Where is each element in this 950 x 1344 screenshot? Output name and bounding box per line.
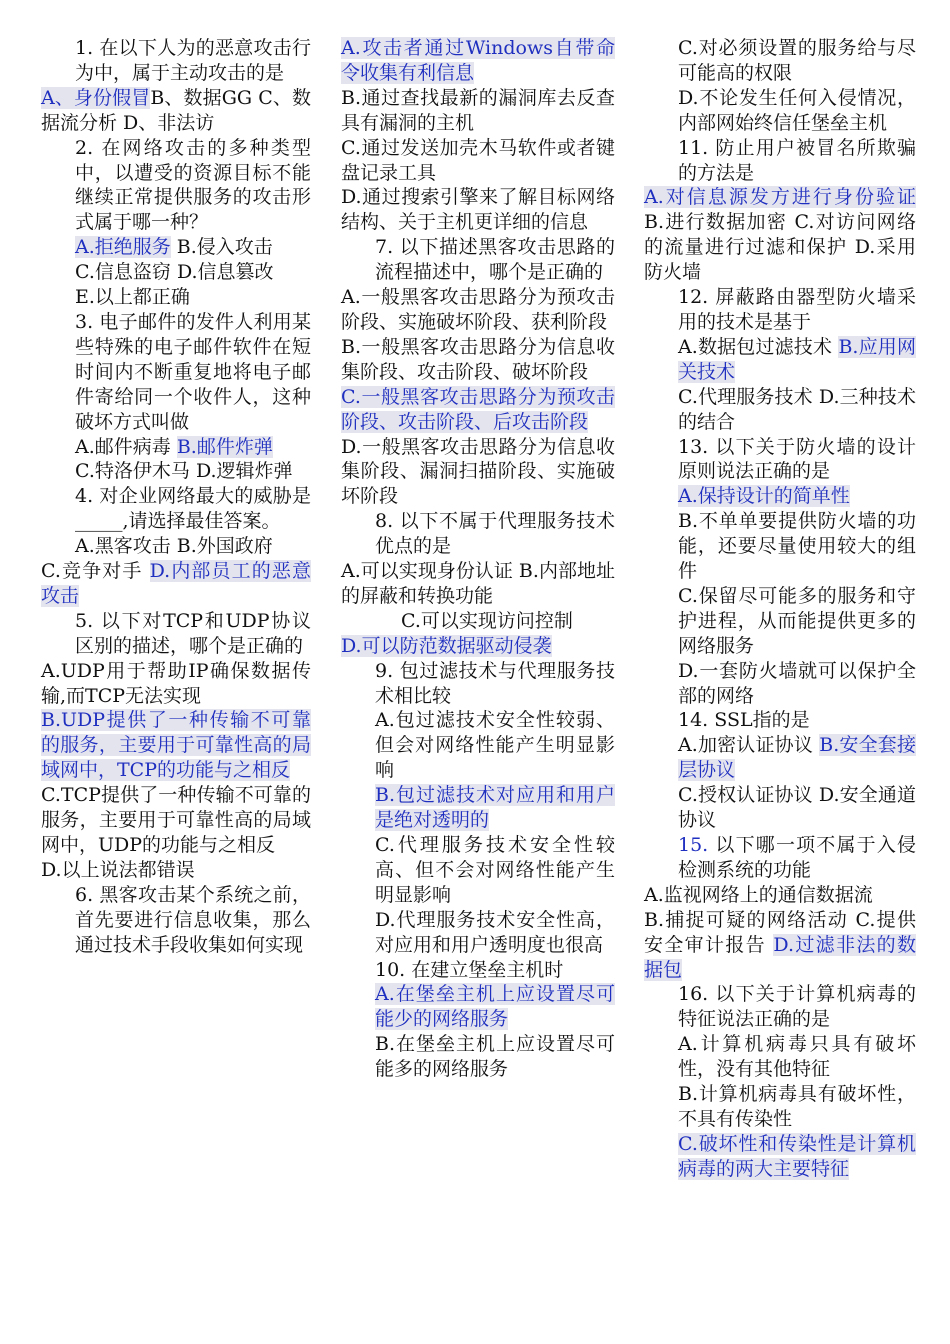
question-line: [341, 86, 615, 136]
answer-highlight: B.包过滤技术对应用和用户是绝对透明的: [375, 784, 615, 832]
question-line: [341, 385, 615, 435]
answer-highlight: A、身份假冒: [41, 86, 151, 109]
answer-highlight: C.破坏性和传染性是计算机病毒的两大主要特征: [678, 1132, 916, 1180]
question-text: D.一套防火墙就可以保护全部的网络: [678, 659, 916, 707]
question-text: B.侵入攻击: [170, 236, 273, 259]
question-text: 7. 以下描述黑客攻击思路的流程描述中，哪个是正确的: [375, 236, 615, 284]
question-line: [341, 185, 615, 235]
question-line: [644, 708, 916, 733]
question-text: 13. 以下关于防火墙的设计原则说法正确的是: [678, 435, 916, 483]
question-line: [644, 435, 916, 485]
question-line: [644, 285, 916, 335]
question-line: [341, 659, 615, 709]
answer-highlight: D.过滤非法的数据包: [644, 933, 916, 981]
question-text: C.代理服务技术安全性较高、但不会对网络性能产生明显影响: [375, 834, 615, 906]
question-text: 2. 在网络攻击的多种类型中，以遭受的资源目标不能继续正常提供服务的攻击形式属于哪一种？: [75, 136, 311, 234]
question-line: [41, 659, 311, 709]
question-text: A.UDP用于帮助IP确保数据传输,而TCP无法实现: [41, 659, 311, 707]
question-line: [41, 858, 311, 883]
question-text: C.授权认证协议 D.安全通道协议: [678, 784, 916, 832]
column-2: [341, 36, 615, 1082]
answer-highlight: A.拒绝服务: [75, 236, 171, 259]
question-text: C.保留尽可能多的服务和守护进程，从而能提供更多的网络服务: [678, 584, 916, 657]
question-text: B.进行数据加密 C.对访问网络的流量进行过滤和保护 D.采用防火墙: [644, 211, 916, 284]
question-text: B.不单单要提供防火墙的功能，还要尽量使用较大的组件: [678, 510, 916, 583]
question-text: D.代理服务技术安全性高，对应用和用户透明度也很高: [375, 908, 615, 956]
question-line: [41, 534, 311, 559]
answer-highlight: B.应用网关技术: [678, 335, 916, 383]
answer-highlight: A.攻击者通过Windows自带命令收集有利信息: [341, 37, 615, 84]
question-text: D.不论发生任何入侵情况，内部网始终信任堡垒主机: [678, 86, 916, 134]
question-text: A.计算机病毒只具有破坏性，没有其他特征: [678, 1033, 916, 1081]
question-line: [341, 235, 615, 285]
question-line: [644, 584, 916, 659]
question-line: [41, 285, 311, 310]
question-text: B.捕捉可疑的网络活动 C.提供安全审计报告: [644, 908, 916, 956]
question-line: [341, 833, 615, 908]
question-text: 5. 以下对TCP和UDP协议区别的描述，哪个是正确的: [75, 609, 311, 657]
question-line: [644, 1082, 916, 1132]
question-line: [644, 659, 916, 709]
question-line: [341, 783, 615, 833]
question-text: C.特洛伊木马 D.逻辑炸弹: [75, 460, 293, 483]
answer-highlight: A.保持设计的简单性: [678, 485, 850, 508]
question-line: [41, 260, 311, 285]
question-text: A.包过滤技术安全性较弱、但会对网络性能产生明显影响: [375, 709, 615, 782]
question-text: A.一般黑客攻击思路分为预攻击阶段、实施破坏阶段、获利阶段: [341, 286, 615, 333]
question-line: [341, 1032, 615, 1082]
question-text: D.一般黑客攻击思路分为信息收集阶段、漏洞扫描阶段、实施破坏阶段: [341, 435, 615, 508]
question-line: [341, 36, 615, 86]
question-text: C.对必须设置的服务给与尽可能高的权限: [678, 37, 916, 84]
question-line: [644, 908, 916, 983]
question-text: B.一般黑客攻击思路分为信息收集阶段、攻击阶段、破坏阶段: [341, 335, 615, 383]
question-line: [644, 733, 916, 783]
question-line: [644, 883, 916, 908]
answer-highlight: A.在堡垒主机上应设置尽可能少的网络服务: [375, 983, 615, 1031]
question-text: 以下哪一项不属于入侵检测系统的功能: [678, 834, 916, 881]
answer-highlight: D.内部员工的恶意攻击: [41, 560, 311, 607]
question-line: [341, 285, 615, 335]
answer-highlight: A.对信息源发方进行身份验证: [644, 186, 916, 209]
question-line: [644, 136, 916, 186]
question-text: 11. 防止用户被冒名所欺骗的方法是: [678, 136, 916, 184]
question-text: 8. 以下不属于代理服务技术优点的是: [375, 510, 615, 558]
question-text: C.TCP提供了一种传输不可靠的服务，主要用于可靠性高的局域网中，UDP的功能与之相反: [41, 784, 311, 856]
question-line: [644, 36, 916, 86]
question-line: [41, 86, 311, 136]
question-line: [644, 833, 916, 883]
answer-highlight: B.邮件炸弹: [176, 435, 273, 458]
question-text: 10. 在建立堡垒主机时: [375, 958, 564, 981]
question-line: [341, 435, 615, 510]
question-text: 9. 包过滤技术与代理服务技术相比较: [375, 659, 615, 707]
question-text: D.以上说法都错误: [41, 858, 195, 881]
answer-highlight: C.一般黑客攻击思路分为预攻击阶段、攻击阶段、后攻击阶段: [341, 385, 615, 433]
answer-highlight: B.UDP提供了一种传输不可靠的服务，主要用于可靠性高的局域网中，TCP的功能与之相反: [41, 709, 311, 782]
question-line: [41, 708, 311, 783]
question-line: [341, 136, 615, 186]
question-text: C.可以实现访问控制: [401, 609, 573, 632]
answer-highlight: B.安全套接层协议: [678, 734, 916, 782]
question-line: [644, 509, 916, 584]
question-text: C.通过发送加壳木马软件或者键盘记录工具: [341, 136, 615, 184]
question-line: [341, 634, 615, 659]
question-text: E.以上都正确: [75, 286, 190, 309]
question-text: A.加密认证协议: [678, 734, 820, 757]
column-3: [644, 36, 916, 1182]
question-line: [341, 609, 615, 634]
question-line: [644, 86, 916, 136]
question-text: A.数据包过滤技术: [678, 335, 839, 358]
question-line: [41, 459, 311, 484]
question-text: 16. 以下关于计算机病毒的特征说法正确的是: [678, 983, 916, 1031]
question-text: B.计算机病毒具有破坏性，不具有传染性: [678, 1083, 916, 1130]
question-line: [41, 36, 311, 86]
question-line: [644, 484, 916, 509]
question-text: 6. 黑客攻击某个系统之前，首先要进行信息收集，那么通过技术手段收集如何实现: [75, 883, 311, 956]
question-line: [644, 1132, 916, 1182]
question-text: 3. 电子邮件的发件人利用某些特殊的电子邮件软件在短时间内不断重复地将电子邮件寄给同一个收件人，这种破坏方式叫做: [75, 310, 311, 433]
question-line: [41, 235, 311, 260]
question-text: A.邮件病毒: [75, 435, 177, 458]
question-line: [644, 1032, 916, 1082]
question-line: [644, 783, 916, 833]
question-line: [41, 435, 311, 460]
question-line: [41, 484, 311, 534]
question-text: A.可以实现身份认证 B.内部地址的屏蔽和转换功能: [341, 560, 615, 607]
question-line: [41, 310, 311, 435]
question-line: [341, 509, 615, 559]
answer-highlight: D.可以防范数据驱动侵袭: [341, 634, 552, 657]
question-text: D.通过搜索引擎来了解目标网络结构、关于主机更详细的信息: [341, 186, 615, 234]
question-line: [41, 559, 311, 609]
question-text: C.竞争对手: [41, 560, 150, 583]
question-line: [341, 982, 615, 1032]
question-text: B、数据GG C、数据流分析 D、非法访: [41, 86, 311, 134]
question-text: 14. SSL指的是: [678, 709, 810, 732]
question-text: C.信息盗窃 D.信息篡改: [75, 261, 274, 284]
question-text: B.在堡垒主机上应设置尽可能多的网络服务: [375, 1033, 615, 1081]
question-line: [644, 982, 916, 1032]
question-line: [41, 136, 311, 236]
question-text: B.通过查找最新的漏洞库去反查具有漏洞的主机: [341, 86, 615, 134]
question-line: [644, 185, 916, 285]
question-text: 4. 对企业网络最大的威胁是_____,请选择最佳答案。: [75, 485, 311, 533]
question-number: 15.: [678, 834, 709, 856]
question-line: [41, 609, 311, 659]
question-line: [644, 335, 916, 385]
question-line: [341, 908, 615, 958]
question-line: [644, 385, 916, 435]
question-text: A.黑客攻击 B.外国政府: [75, 535, 273, 558]
question-line: [341, 958, 615, 983]
question-text: C.代理服务技术 D.三种技术的结合: [678, 385, 916, 433]
question-line: [41, 783, 311, 858]
column-1: [41, 36, 311, 958]
question-text: 12. 屏蔽路由器型防火墙采用的技术是基于: [678, 286, 916, 333]
question-line: [341, 559, 615, 609]
question-line: [41, 883, 311, 958]
question-text: A.监视网络上的通信数据流: [644, 883, 873, 906]
question-line: [341, 708, 615, 783]
question-line: [341, 335, 615, 385]
question-text: 1. 在以下人为的恶意攻击行为中，属于主动攻击的是: [75, 37, 311, 84]
